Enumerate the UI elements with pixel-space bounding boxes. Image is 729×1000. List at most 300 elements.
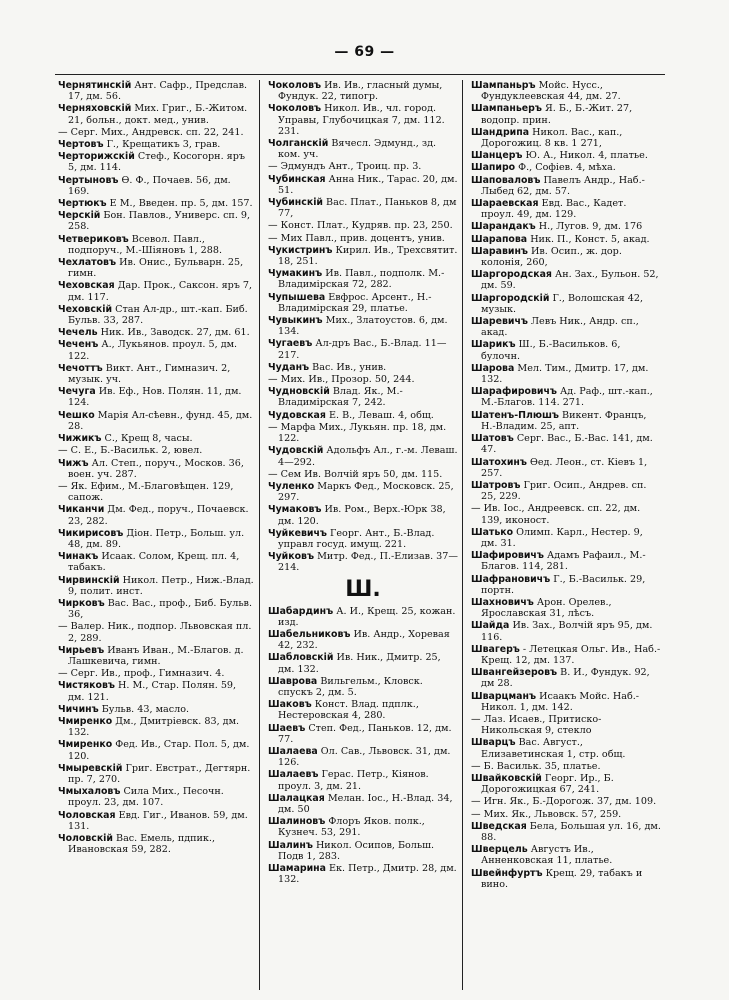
entry-surname: Чоколовъ [268, 103, 322, 115]
entry-details: Ив. Павл., подполк. М.-Владимірская 72, 282. [278, 268, 445, 291]
entry-surname: Чечель [58, 327, 98, 339]
entry-surname: Шаргородская [471, 269, 552, 281]
entry-surname: Шарафировичъ [471, 386, 557, 398]
directory-entry [58, 810, 255, 832]
entry-details: С. Е., Б.-Васильк. 2, ювел. [70, 445, 203, 457]
directory-entry [58, 386, 255, 408]
directory-entry [471, 773, 661, 795]
entry-details: Никол. Петр., Ниж.-Влад. 9, полит. инст. [68, 574, 254, 597]
entry-surname: Чуйкевичъ [268, 527, 327, 539]
directory-entry [268, 374, 458, 385]
entry-details: Ѳед. Леон., ст. Кіевъ 1, 257. [481, 456, 648, 479]
entry-details: Мих. Як., Львовск. 57, 259. [483, 808, 622, 820]
entry-surname: Швагеръ [471, 643, 520, 655]
directory-entry [268, 606, 458, 628]
directory-entry [58, 280, 255, 302]
directory-entry [471, 363, 661, 385]
entry-surname: Шатенъ-Плюшъ [471, 409, 559, 421]
directory-entry [58, 363, 255, 385]
entry-details: Ант. Сафр., Предслав. 17, дм. 56. [68, 80, 248, 103]
directory-entry [58, 621, 255, 643]
entry-surname: Чолганскій [268, 138, 329, 150]
entry-surname: Шаповаловъ [471, 174, 541, 186]
directory-entry [471, 527, 661, 549]
entry-surname: Чешко [58, 409, 95, 421]
entry-surname: Чудовская [268, 409, 326, 421]
entry-surname: Шверцель [471, 844, 528, 856]
entry-surname: Чугаевъ [268, 338, 313, 350]
directory-entry [268, 723, 458, 745]
directory-entry [471, 80, 661, 102]
entry-surname: Чмыревскій [58, 762, 123, 774]
directory-entry [471, 339, 661, 361]
entry-details: Ан. Зах., Бульон. 52, дм. 59. [481, 269, 659, 292]
directory-entry [58, 433, 255, 444]
entry-dash: — [471, 796, 481, 808]
directory-entry [471, 868, 661, 890]
entry-surname: Швангейзеровъ [471, 667, 558, 679]
directory-entry [58, 528, 255, 550]
entry-surname: Швейнфуртъ [471, 867, 543, 879]
entry-surname: Чернятинскій [58, 80, 132, 91]
directory-entry [58, 410, 255, 432]
entry-details: Ол. Сав., Львовск. 31, дм. 126. [278, 745, 451, 769]
page-number: — 69 — [334, 44, 395, 60]
directory-entry [471, 162, 661, 173]
entry-details: А., Лукьянов. проул. 5, дм. 122. [68, 339, 238, 362]
directory-entry [471, 234, 661, 245]
entry-details: Серг. Вас., Б.-Вас. 141, дм. 47. [481, 433, 653, 456]
entry-surname: Чумакинъ [268, 268, 323, 280]
entry-details: Мих., Златоустов. 6, дм. 134. [278, 315, 448, 338]
directory-entry [471, 620, 661, 642]
entry-details: Кирил. Ив., Трехсвятит. 18, 251. [278, 244, 458, 268]
entry-details: Исаакъ Мойс. Наб.-Никол. 1, дм. 142. [481, 690, 640, 713]
entry-surname: Черторижскій [58, 151, 135, 163]
entry-surname: Шапиро [471, 162, 516, 174]
directory-entry [268, 840, 458, 862]
entry-surname: Чоловская [58, 809, 116, 821]
entry-dash: — [471, 808, 481, 820]
entry-surname: Шалинъ [268, 839, 313, 851]
entry-details: Бон. Павлов., Универс. сп. 9, 258. [68, 210, 251, 233]
directory-entry [268, 816, 458, 838]
directory-entry [268, 174, 458, 196]
header-rule [55, 74, 665, 75]
entry-details: Ек. Петр., Дмитр. 28, дм. 132. [278, 863, 457, 886]
entry-surname: Черскій [58, 210, 101, 222]
directory-entry [58, 175, 255, 197]
entry-surname: Чумаковъ [268, 504, 322, 516]
directory-entry [58, 833, 255, 855]
entry-details: Серг. Мих., Андревск. сп. 22, 241. [70, 126, 244, 138]
entry-details: Герас. Петр., Кіянов. проул. 3, дм. 21. [278, 769, 429, 792]
directory-entry [58, 234, 255, 256]
entry-dash: — [268, 421, 278, 433]
directory-entry [58, 210, 255, 232]
directory-entry [471, 103, 661, 125]
entry-surname: Шабельниковъ [268, 628, 351, 640]
entry-details: Валер. Ник., подпор. Львовская пл. 2, 289. [68, 621, 252, 644]
directory-entry [58, 704, 255, 715]
directory-entry [268, 469, 458, 480]
directory-entry [471, 457, 661, 479]
directory-entry [268, 481, 458, 503]
directory-entry [471, 503, 661, 525]
entry-details: Вас. Ив., унив. [312, 361, 387, 373]
entry-details: Никол. Вас., кап., Дорогожиц. 8 кв. 1 271, [481, 126, 623, 150]
entry-surname: Чубинскій [268, 197, 323, 209]
entry-details: Серг. Ив., проф., Гимназич. 4. [70, 668, 225, 680]
directory-entry [268, 504, 458, 526]
directory-entry [58, 598, 255, 620]
directory-entry [58, 151, 255, 173]
entry-surname: Чечуга [58, 386, 96, 398]
entry-details: Григ. Евстрат., Дегтярн. пр. 7, 270. [68, 762, 251, 785]
directory-entry [58, 551, 255, 573]
directory-entry [268, 80, 458, 102]
directory-entry [268, 315, 458, 337]
entry-surname: Шарандакъ [471, 221, 536, 233]
entry-details: Вячесл. Эдмунд., зд. ком. уч. [278, 138, 437, 161]
entry-details: Н., Лугов. 9, дм. 176 [538, 221, 643, 233]
entry-details: Адольфъ Ал., г.-м. Леваш. 4—292. [278, 445, 458, 468]
entry-surname: Чертыновъ [58, 174, 119, 186]
entry-details: Ив. Зах., Волчій яръ 95, дм. 116. [481, 620, 653, 643]
entry-surname: Шараевская [471, 198, 539, 210]
directory-entry [471, 597, 661, 619]
entry-details: Евд. Вас., Кадет. проул. 49, дм. 129. [481, 198, 627, 221]
entry-surname: Шалаева [268, 745, 318, 757]
entry-surname: Чехлатовъ [58, 257, 117, 269]
directory-entry [58, 680, 255, 702]
entry-surname: Шатровъ [471, 479, 521, 491]
entry-surname: Шанцеръ [471, 150, 523, 162]
directory-entry [268, 362, 458, 373]
entry-details: Ив. Ив., гласный думы, Фундук. 22, типогр. [278, 80, 443, 103]
entry-details: Ник. П., Конст. 5, акад. [530, 233, 650, 245]
directory-entry [268, 528, 458, 550]
entry-details: Мелан. Іос., Н.-Влад. 34, дм. 50 [278, 792, 453, 815]
directory-entry [471, 550, 661, 572]
entry-details: Ал-дръ Вас., Б.-Влад. 11—217. [278, 338, 447, 361]
entry-surname: Чикирисовъ [58, 527, 124, 539]
entry-details: Левъ Ник., Андр. сп., акад. [481, 316, 639, 339]
entry-surname: Чинакъ [58, 551, 99, 563]
directory-entry [58, 668, 255, 679]
entry-dash: — [268, 374, 278, 386]
entry-details: В. И., Фундук. 92, дм 28. [481, 667, 650, 690]
directory-entry [471, 809, 661, 820]
entry-details: Мойс. Нусс., Фундуклеевская 44, дм. 27. [481, 80, 621, 103]
entry-details: А. И., Крещ. 25, кожан. изд. [278, 605, 456, 628]
entry-surname: Шаравинъ [471, 245, 528, 257]
directory-entry [58, 80, 255, 102]
entry-details: Вас. Емель, пдпик., Ивановская 59, 282. [68, 833, 216, 856]
entry-details: Стеф., Косогорн. яръ 5, дм. 114. [68, 151, 245, 174]
entry-details: Ю. А., Никол. 4, платье. [525, 150, 648, 162]
directory-entry [471, 433, 661, 455]
entry-dash: — [471, 760, 481, 772]
entry-details: Стан Ал-др., шт.-кап. Биб. Бульв. 33, 287. [68, 303, 248, 327]
directory-entry [58, 257, 255, 279]
entry-details: Ив. Осип., ж. дор. колонія, 260, [481, 245, 622, 269]
entry-surname: Шаковъ [268, 699, 312, 711]
directory-entry [471, 269, 661, 291]
entry-dash: — [268, 220, 278, 232]
directory-entry [268, 233, 458, 244]
entry-details: Мел. Тим., Дмитр. 17, дм. 132. [481, 362, 649, 386]
directory-entry [268, 746, 458, 768]
directory-entry [268, 197, 458, 219]
directory-entry [58, 504, 255, 526]
directory-entry [471, 221, 661, 232]
entry-surname: Шаврова [268, 675, 318, 687]
entry-details: Сем Ив. Волчій яръ 50, дм. 115. [280, 468, 443, 480]
directory-entry [471, 150, 661, 161]
entry-details: Павелъ Андр., Наб.-Лыбед 62, дм. 57. [481, 174, 645, 197]
column-3 [462, 80, 665, 990]
directory-columns [56, 80, 666, 990]
entry-details: Исаак. Солом, Крещ. пл. 4, табакъ. [68, 551, 240, 574]
entry-surname: Шарапова [471, 233, 528, 245]
entry-surname: Четвериковъ [58, 233, 129, 245]
entry-surname: Шафрановичъ [471, 573, 551, 585]
directory-entry [58, 304, 255, 326]
directory-entry [471, 480, 661, 502]
entry-details: Г., Крещатикъ 3, грав. [106, 139, 221, 151]
directory-entry [471, 410, 661, 432]
entry-surname: Черняховскій [58, 103, 132, 115]
entry-surname: Чувыкинъ [268, 315, 323, 327]
entry-details: Ив. Іос., Андреевск. сп. 22, дм. 139, иконост. [481, 503, 641, 526]
directory-entry [268, 863, 458, 885]
entry-details: Конст. Влад. пдплк., Нестеровская 4, 280. [278, 699, 419, 722]
entry-surname: Шафировичъ [471, 550, 544, 562]
entry-surname: Чупышева [268, 291, 326, 303]
entry-details: Ѳ. Ф., Почаев. 56, дм. 169. [68, 174, 231, 197]
entry-details: Георг. Ант., Б.-Влад. управл госуд. имущ. 221. [278, 527, 435, 550]
entry-details: Олимп. Карл., Нестер. 9, дм. 31. [481, 526, 643, 549]
entry-dash: — [58, 621, 68, 633]
directory-entry [268, 220, 458, 231]
entry-dash: — [268, 232, 278, 244]
entry-dash: — [58, 668, 68, 680]
entry-details: Мих Павл., прив. доцентъ, унив. [280, 232, 445, 244]
entry-details: Бульв. 43, масло. [101, 703, 190, 715]
directory-entry [268, 422, 458, 444]
entry-details: Георг. Ир., Б. Дорогожицкая 67, 241. [481, 772, 614, 796]
entry-details: Конст. Плат., Кудряв. пр. 23, 250. [280, 220, 453, 232]
entry-surname: Чудовскій [268, 445, 324, 457]
directory-entry [268, 676, 458, 698]
entry-surname: Чоколовъ [268, 80, 322, 91]
entry-details: Дм., Дмитріевск. 83, дм. 132. [68, 715, 240, 739]
directory-entry [58, 575, 255, 597]
directory-entry [471, 644, 661, 666]
entry-details: Г., Б.-Васильк. 29, портн. [481, 573, 646, 596]
entry-details: Никол. Ив., чл. город. Управы, Глубочицкая 7, дм. 112. 231. [278, 103, 445, 137]
entry-dash: — [58, 445, 68, 457]
directory-entry [268, 292, 458, 314]
directory-entry [471, 844, 661, 866]
entry-surname: Шаргородскій [471, 292, 550, 304]
entry-details: Маркъ Фед., Московск. 25, 297. [278, 480, 454, 504]
entry-surname: Шатовъ [471, 433, 514, 445]
entry-surname: Чичинъ [58, 703, 99, 715]
directory-entry [58, 645, 255, 667]
entry-surname: Чуданъ [268, 361, 310, 373]
entry-details: Степ. Фед., Паньков. 12, дм. 77. [278, 722, 452, 745]
entry-details: Діон. Петр., Больш. ул. 48, дм. 89. [68, 527, 245, 550]
directory-entry [471, 737, 661, 759]
entry-surname: Чудновскій [268, 386, 330, 398]
directory-entry [471, 293, 661, 315]
directory-entry [471, 821, 661, 843]
entry-details: Ф., Софіев. 4, мѣха. [518, 162, 616, 174]
entry-details: Марія Ал-сѣевн., фунд. 45, дм. 28. [68, 409, 253, 432]
entry-details: Ал. Степ., поруч., Москов. 36, воен. уч. 287. [68, 457, 244, 480]
entry-details: Арон. Орелев., Ярославская 31, лѣсъ. [481, 596, 612, 620]
entry-details: Вас. Плат., Паньков 8, дм 77, [278, 197, 457, 220]
directory-entry [268, 103, 458, 137]
column-2 [259, 80, 462, 990]
directory-entry [268, 551, 458, 573]
entry-surname: Шарикъ [471, 339, 516, 351]
directory-entry [471, 667, 661, 689]
entry-surname: Шамарина [268, 863, 326, 874]
entry-details: Влад. Як., М.-Владимірская 7, 242. [278, 386, 403, 409]
entry-details: Ш., Б.-Васильков. 6, булочн. [481, 339, 621, 362]
directory-entry [471, 316, 661, 338]
directory-entry [58, 445, 255, 456]
entry-surname: Шведская [471, 820, 527, 832]
entry-details: Ив. Еф., Нов. Полян. 11, дм. 124. [68, 386, 242, 409]
entry-details: Августъ Ив., Анненковская 11, платье. [481, 844, 613, 867]
entry-surname: Чмыхаловъ [58, 786, 121, 798]
entry-details: Марфа Мих., Лукьян. пр. 18, дм. 122. [278, 421, 447, 445]
entry-details: С., Крещ 8, часы. [104, 433, 193, 445]
directory-entry [471, 761, 661, 772]
entry-details: Ник. Ив., Заводск. 27, дм. 61. [100, 327, 250, 339]
entry-details: Е. В., Леваш. 4, общ. [328, 409, 434, 421]
entry-surname: Шварцъ [471, 737, 516, 749]
entry-dash: — [471, 713, 481, 725]
directory-entry [58, 327, 255, 338]
entry-details: Вильгельм., Кловск. спускъ 2, дм. 5. [278, 675, 423, 698]
directory-entry [268, 652, 458, 674]
entry-dash: — [268, 161, 278, 173]
entry-surname: Шахновичъ [471, 596, 534, 608]
entry-surname: Шатохинъ [471, 456, 527, 468]
directory-entry [471, 714, 661, 736]
entry-details: Дар. Прок., Саксон. яръ 7, дм. 117. [68, 280, 253, 303]
entry-surname: Шаревичъ [471, 316, 528, 328]
entry-surname: Шампаньръ [471, 80, 536, 91]
entry-surname: Шандрипа [471, 126, 530, 138]
entry-surname: Чирвинскій [58, 574, 120, 586]
entry-surname: Шабардинъ [268, 605, 334, 617]
directory-entry [58, 739, 255, 761]
entry-surname: Чмиренко [58, 739, 113, 751]
entry-surname: Шарова [471, 362, 515, 374]
directory-entry [471, 175, 661, 197]
directory-entry [58, 139, 255, 150]
entry-dash: — [58, 480, 68, 492]
entry-surname: Чеченъ [58, 339, 99, 351]
directory-entry [58, 339, 255, 361]
entry-details: Ад. Раф., шт.-кап., М.-Благов. 114. 271. [481, 386, 653, 409]
entry-surname: Чубинская [268, 173, 326, 185]
entry-details: Мих. Григ., Б.-Житом. 21, больн., докт. мед., унив. [68, 103, 248, 126]
entry-surname: Чоловскій [58, 833, 113, 844]
entry-surname: Шалиновъ [268, 816, 326, 828]
entry-surname: Шампаньеръ [471, 103, 542, 115]
entry-surname: Чеховскій [58, 303, 113, 315]
entry-surname: Шайда [471, 620, 510, 632]
directory-entry [471, 691, 661, 713]
entry-details: Эдмундъ Ант., Троиц. пр. 3. [280, 161, 422, 173]
entry-details: Ив. Ром., Верх.-Юрк 38, дм. 120. [278, 504, 446, 527]
entry-details: Викент. Францъ, Н.-Владим. 25, апт. [481, 409, 647, 432]
entry-surname: Шварцманъ [471, 690, 537, 702]
entry-details: Вас. Август., Елизаветинская 1, стр. общ. [481, 737, 626, 760]
entry-details: Иванъ Иван., М.-Благов. д. Лашкевича, гимн. [68, 644, 244, 667]
entry-details: Викт. Ант., Гимназич. 2, музык. уч. [68, 362, 231, 386]
entry-details: Евфрос. Арсент., Н.-Владимірская 29, платье. [278, 291, 432, 314]
entry-surname: Чижикъ [58, 433, 102, 445]
entry-details: Евд. Гиг., Иванов. 59, дм. 131. [68, 809, 248, 832]
entry-details: Б. Васильк. 35, платье. [483, 760, 601, 772]
entry-surname: Чукистринъ [268, 244, 333, 256]
entry-details: Дм. Фед., поруч., Почаевск. 23, 282. [68, 504, 249, 527]
entry-details: Н. М., Стар. Полян. 59, дм. 121. [68, 680, 237, 703]
entry-dash: — [268, 468, 278, 480]
entry-details: Вас. Вас., проф., Биб. Бульв. 36, [68, 597, 252, 621]
entry-surname: Чеховская [58, 280, 115, 292]
directory-entry [268, 769, 458, 791]
entry-details: Фед. Ив., Стар. Пол. 5, дм. 120. [68, 739, 250, 762]
entry-details: Никол. Осипов, Больш. Подв 1, 283. [278, 839, 435, 862]
directory-entry [58, 763, 255, 785]
directory-entry [471, 198, 661, 220]
directory-entry [58, 716, 255, 738]
entry-details: Лаз. Исаев., Притиско-Никольская 9, стекло [481, 713, 602, 737]
section-letter: Ш. [345, 576, 381, 602]
entry-surname: Шаевъ [268, 722, 306, 734]
entry-surname: Швайковскій [471, 772, 542, 784]
entry-surname: Чирьевъ [58, 644, 105, 656]
entry-surname: Чертюкъ [58, 198, 107, 210]
directory-entry [268, 793, 458, 815]
entry-details: Г., Волошская 42, музык. [481, 292, 644, 315]
directory-entry [58, 481, 255, 503]
directory-entry [58, 458, 255, 480]
entry-surname: Чуйковъ [268, 551, 315, 563]
directory-entry [471, 796, 661, 807]
entry-details: Митр. Фед., П.-Елизав. 37—214. [278, 551, 458, 574]
directory-entry [268, 161, 458, 172]
directory-entry [268, 386, 458, 408]
directory-entry [268, 699, 458, 721]
directory-entry [268, 268, 458, 290]
entry-details: Ив. Андр., Хоревая 42, 232. [278, 628, 450, 652]
directory-entry [268, 629, 458, 651]
entry-details: Е М., Введен. пр. 5, дм. 157. [109, 198, 253, 210]
directory-entry [268, 338, 458, 360]
directory-entry [268, 445, 458, 467]
entry-details: Всевол. Павл., подпоруч., М.-Шіяновъ 1, 288. [68, 233, 222, 256]
